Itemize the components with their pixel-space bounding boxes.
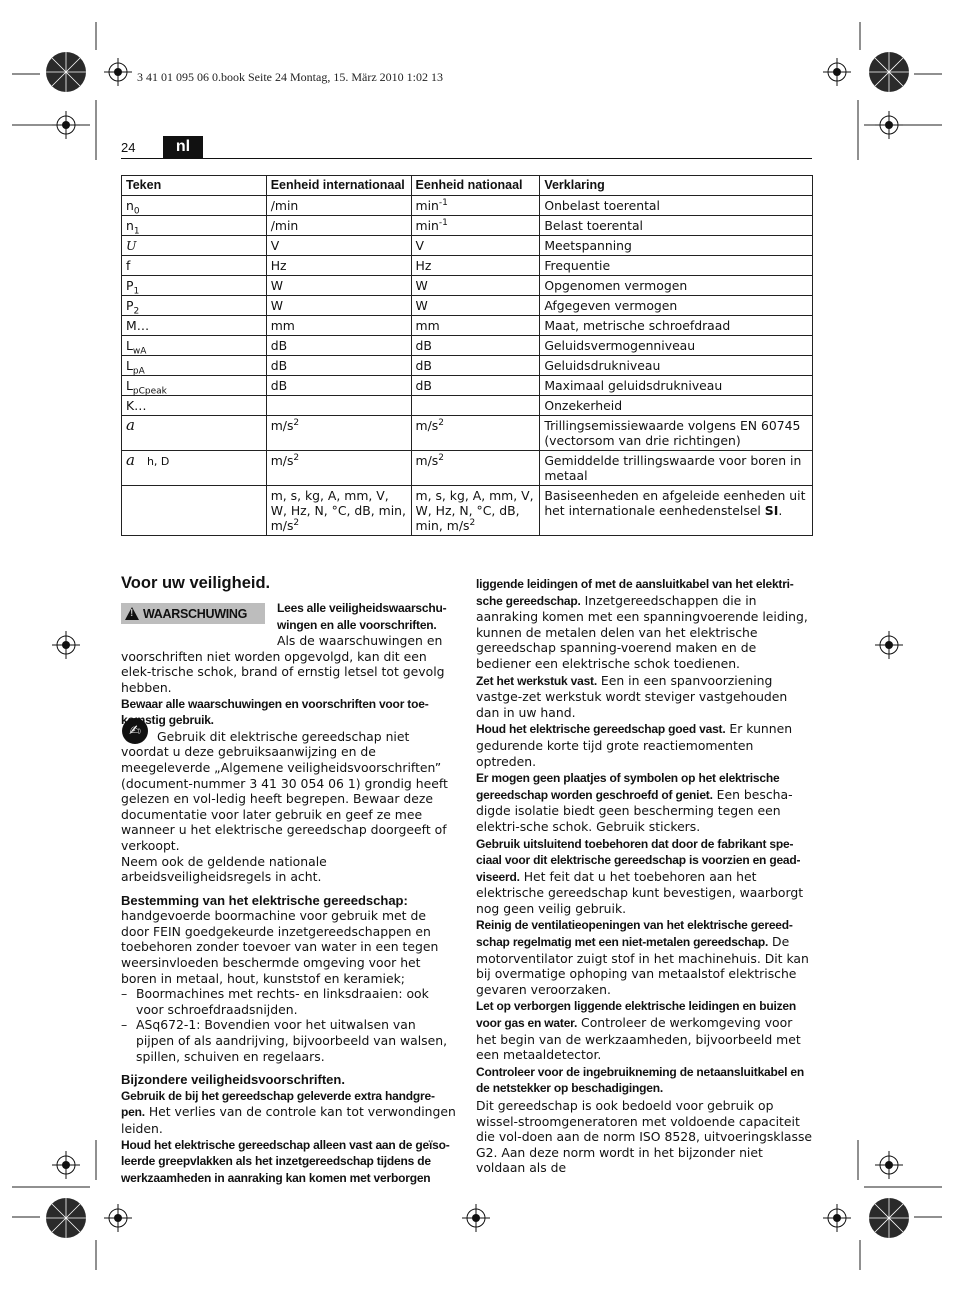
body-text: Inzetgereedschappen die in aanraking komen met een spanningvoerende leiding, kunnen de metalen delen van het elektrische gereedschap spanning-voerend maken en de bediener een elektrische schok toedienen. bbox=[476, 592, 808, 671]
intl-unit-text: W bbox=[270, 278, 283, 293]
intl-unit-text: m/s bbox=[270, 453, 294, 468]
nat-unit-text: min bbox=[415, 218, 439, 233]
bold-text: Zet het werkstuk vast. bbox=[476, 673, 597, 688]
body-text: ASq672-1: Bovendien voor het uitwalsen van pijpen of als aandrijving, bijvoorbeeld van walsen, spillen, schuiven en regelaars. bbox=[136, 1017, 448, 1064]
body-text: Als de waarschuwingen en bbox=[277, 633, 443, 649]
nat-unit-text: m/s bbox=[415, 418, 439, 433]
body-text: Gebruik dit elektrische gereedschap niet voordat u deze gebruiksaanwijzing en de meegeleverde „Algemene veiligheidsvoorschriften” (document-nummer 3 41 30 054 06 1) grondig heeft gelezen en vol-ledig heeft begrepen. Bewaar deze documentatie voor later gebruik en geef ze mee wanneer u het elektrische gereedschap doorgeeft of verkoopt. bbox=[121, 728, 448, 853]
nat-unit-text: m/s bbox=[415, 453, 439, 468]
description-bold: SI bbox=[764, 503, 779, 518]
subheading bbox=[121, 893, 457, 909]
description-text: Meetspanning bbox=[544, 238, 632, 253]
description-cell bbox=[540, 486, 813, 536]
table-row bbox=[122, 196, 813, 216]
description-text: Opgenomen vermogen bbox=[544, 278, 688, 293]
description-text: Onzekerheid bbox=[544, 398, 623, 413]
intl-unit-text: W bbox=[270, 298, 283, 313]
superscript: 2 bbox=[293, 517, 300, 528]
symbol-text: U bbox=[126, 238, 137, 253]
nat-unit-text: W bbox=[415, 278, 428, 293]
intl-unit-cell bbox=[266, 396, 411, 416]
paragraph bbox=[121, 908, 457, 986]
symbol-cell bbox=[122, 376, 267, 396]
superscript: 2 bbox=[469, 517, 476, 528]
intl-unit-cell bbox=[266, 356, 411, 376]
symbol-cell bbox=[122, 451, 267, 486]
left-text-column bbox=[121, 600, 457, 1186]
superscript: 2 bbox=[293, 452, 300, 463]
intl-unit-text: mm bbox=[270, 318, 295, 333]
bold-text: Houd het elektrische gereedschap goed vast. bbox=[476, 722, 726, 737]
description-cell bbox=[540, 196, 813, 216]
nat-unit-cell bbox=[411, 296, 540, 316]
bold-text: Gebruik de bij het gereedschap geleverde extra handgre-pen. bbox=[121, 1088, 435, 1120]
subscript: 1 bbox=[133, 226, 140, 237]
bold-text: Reinig de ventilatieopeningen van het elektrische gereed-schap regelmatig met een niet-metalen gereedschap. bbox=[476, 918, 793, 950]
nat-unit-cell bbox=[411, 236, 540, 256]
symbol-cell bbox=[122, 216, 267, 236]
intl-unit-text: dB bbox=[270, 358, 288, 373]
symbol-cell bbox=[122, 336, 267, 356]
paragraph bbox=[121, 649, 457, 696]
superscript: -1 bbox=[438, 197, 448, 208]
symbols-table bbox=[121, 175, 813, 536]
description-cell bbox=[540, 216, 813, 236]
nat-unit-text: Hz bbox=[415, 258, 432, 273]
intl-unit-text: Hz bbox=[270, 258, 287, 273]
manual-paragraph bbox=[121, 729, 457, 854]
body-text: Bijzondere veiligheidsvoorschriften. bbox=[121, 1072, 345, 1088]
table-row bbox=[122, 276, 813, 296]
intl-unit-text: /min bbox=[270, 218, 299, 233]
subscript: pA bbox=[132, 366, 145, 377]
header-rule bbox=[121, 158, 812, 159]
nat-unit-text: mm bbox=[415, 318, 440, 333]
body-text: Het verlies van de controle kan tot verwondingen leiden. bbox=[121, 1104, 456, 1136]
description-text: Gemiddelde trillingswaarde voor boren in metaal bbox=[544, 453, 802, 483]
body-text: Een bescha-digde isolatie biedt geen bescherming tegen een elektri-sche schok. Gebruik stickers. bbox=[476, 786, 793, 834]
symbol-text: a bbox=[126, 416, 135, 434]
superscript: 2 bbox=[438, 417, 444, 428]
symbol-subscript: h, D bbox=[146, 455, 170, 468]
intl-unit-cell bbox=[266, 316, 411, 336]
description-cell bbox=[540, 336, 813, 356]
nat-unit-text: V bbox=[415, 238, 425, 253]
list-item-text bbox=[136, 986, 457, 1017]
symbol-cell bbox=[122, 236, 267, 256]
section-heading: Voor uw veiligheid. bbox=[121, 574, 271, 592]
nat-unit-cell bbox=[411, 316, 540, 336]
body-text: Een in een spanvoorziening vastge-zet werkstuk wordt steviger vastgehouden dan in uw hand. bbox=[476, 672, 788, 720]
description-text: Basiseenheden en afgeleide eenheden uit het internationale eenhedenstelsel bbox=[544, 488, 806, 518]
dash-bullet: – bbox=[121, 986, 128, 1002]
subheading bbox=[121, 1072, 457, 1088]
intl-unit-cell bbox=[266, 486, 411, 536]
intl-unit-cell bbox=[266, 276, 411, 296]
nat-unit-cell bbox=[411, 376, 540, 396]
nat-unit-cell bbox=[411, 486, 540, 536]
table-row bbox=[122, 256, 813, 276]
dash-bullet: – bbox=[121, 1017, 128, 1033]
symbol-text: f bbox=[126, 258, 131, 273]
description-cell bbox=[540, 376, 813, 396]
intl-unit-text: dB bbox=[270, 338, 288, 353]
bold-text: liggende leidingen of met de aansluitkabel van het elektri-sche gereedschap. bbox=[476, 577, 794, 608]
paragraph bbox=[476, 721, 813, 769]
table-row bbox=[122, 316, 813, 336]
paragraph bbox=[121, 696, 457, 729]
intl-unit-cell bbox=[266, 236, 411, 256]
paragraph bbox=[476, 576, 813, 672]
description-text: Onbelast toerental bbox=[544, 198, 660, 213]
intl-unit-cell bbox=[266, 416, 411, 451]
table-row bbox=[122, 396, 813, 416]
description-text: Geluidsvermogenniveau bbox=[544, 338, 696, 353]
bold-text: Gebruik uitsluitend toebehoren dat door de fabrikant spe-ciaal voor dit elektrische gereedschap is voorzien en gead-viseerd. bbox=[476, 836, 801, 884]
symbol-text: M… bbox=[126, 318, 150, 333]
bold-text: Controleer voor de ingebruikneming de netaansluitkabel en de netstekker op beschadigingen. bbox=[476, 1064, 804, 1096]
bold-text: Er mogen geen plaatjes of symbolen op het elektrische gereedschap worden geschroefd of geniet. bbox=[476, 771, 780, 802]
description-text: Afgegeven vermogen bbox=[544, 298, 678, 313]
body-text: Bestemming van het elektrische gereedschap: bbox=[121, 892, 408, 908]
language-tab: nl bbox=[163, 136, 203, 158]
symbol-cell bbox=[122, 396, 267, 416]
table-row bbox=[122, 356, 813, 376]
table-header-row bbox=[122, 176, 813, 196]
paragraph bbox=[476, 770, 813, 834]
intl-unit-cell bbox=[266, 451, 411, 486]
nat-unit-cell bbox=[411, 396, 540, 416]
bold-text: Houd het elektrische gereedschap alleen vast aan de geïso-leerde greepvlakken als het inzetgereedschap tijdens de werkzaamheden in aanraking kan komen met verborgen bbox=[121, 1137, 450, 1185]
column-header: Eenheid nationaal bbox=[411, 176, 540, 196]
table-row bbox=[122, 216, 813, 236]
subscript: 0 bbox=[133, 206, 140, 217]
symbol-text: L bbox=[126, 358, 133, 373]
body-text: Controleer de werkomgeving voor het begin van de werkzaamheden, bijvoorbeeld met een metaaldetector. bbox=[476, 1015, 801, 1063]
description-cell bbox=[540, 451, 813, 486]
superscript: 2 bbox=[293, 417, 300, 428]
paragraph bbox=[121, 854, 457, 885]
nat-unit-cell bbox=[411, 451, 540, 486]
superscript: -1 bbox=[438, 217, 448, 228]
bold-text: Let op verborgen liggende elektrische leidingen en buizen voor gas en water. bbox=[476, 999, 796, 1031]
nat-unit-cell bbox=[411, 336, 540, 356]
symbol-cell bbox=[122, 296, 267, 316]
table-row bbox=[122, 451, 813, 486]
nat-unit-text: dB bbox=[415, 358, 432, 373]
symbol-text: a bbox=[126, 451, 135, 469]
column-header: Verklaring bbox=[540, 176, 813, 196]
symbol-text: P bbox=[126, 278, 134, 293]
table-row bbox=[122, 486, 813, 536]
description-cell bbox=[540, 276, 813, 296]
list-item bbox=[121, 986, 457, 1017]
symbol-text: L bbox=[126, 338, 133, 353]
symbol-cell bbox=[122, 316, 267, 336]
nat-unit-text: W bbox=[415, 298, 428, 313]
description-cell bbox=[540, 316, 813, 336]
nat-unit-cell bbox=[411, 196, 540, 216]
symbol-text: P bbox=[126, 298, 134, 313]
subscript: wA bbox=[132, 346, 147, 357]
intl-unit-text: m, s, kg, A, mm, V, W, Hz, N, °C, dB, min, m/s bbox=[270, 488, 406, 533]
description-cell bbox=[540, 356, 813, 376]
body-text: handgevoerde boormachine voor gebruik met de door FEIN goedgekeurde inzetgereedschappen en toebehoren zonder toevoer van water in een tegen weersinvloeden beschermde omgeving voor het boren in metaal, hout, kunststof en keramiek; bbox=[121, 908, 439, 986]
intl-unit-cell bbox=[266, 336, 411, 356]
superscript: 2 bbox=[438, 452, 444, 463]
symbol-text: L bbox=[126, 378, 133, 393]
paragraph bbox=[476, 1064, 813, 1097]
subscript: pCpeak bbox=[132, 386, 167, 397]
body-text: Boormachines met rechts- en linksdraaien: ook voor schroefdraadsnijden. bbox=[136, 986, 429, 1017]
paragraph bbox=[121, 1137, 457, 1187]
table-row bbox=[122, 236, 813, 256]
page-number: 24 bbox=[121, 140, 136, 155]
intl-unit-text: m/s bbox=[270, 418, 294, 433]
symbol-cell bbox=[122, 256, 267, 276]
intl-unit-cell bbox=[266, 196, 411, 216]
description-tail: . bbox=[778, 503, 783, 518]
description-text: Geluidsdrukniveau bbox=[544, 358, 661, 373]
description-cell bbox=[540, 396, 813, 416]
description-cell bbox=[540, 256, 813, 276]
subscript: 1 bbox=[133, 286, 140, 297]
read-manual-icon: ✍ bbox=[122, 718, 148, 744]
list-item bbox=[121, 1017, 457, 1064]
paragraph bbox=[121, 1088, 457, 1137]
symbol-text: K… bbox=[126, 398, 147, 413]
warning-paragraph bbox=[121, 600, 457, 649]
column-header: Eenheid internationaal bbox=[266, 176, 411, 196]
paragraph bbox=[476, 998, 813, 1062]
bold-text: Lees alle veiligheidswaarschu- bbox=[277, 601, 447, 615]
intl-unit-cell bbox=[266, 376, 411, 396]
right-text-column bbox=[476, 576, 813, 1177]
intl-unit-cell bbox=[266, 296, 411, 316]
bold-text: wingen en alle voorschriften. bbox=[277, 617, 437, 632]
body-text: Het feit dat u het toebehoren aan het elektrische gereedschap kunt bevestigen, waarborgt nog geen veilig gebruik. bbox=[476, 868, 804, 916]
body-text: Dit gereedschap is ook bedoeld voor gebruik op wissel-stroomgeneratoren met voldoende capaciteit die vol-doen aan de norm ISO 8528, uitvoeringsklasse G2. Aan deze norm wordt in het bijzonder niet voldaan als de bbox=[476, 1098, 813, 1176]
column-header: Teken bbox=[122, 176, 267, 196]
description-text: Belast toerental bbox=[544, 218, 643, 233]
nat-unit-text: m, s, kg, A, mm, V, W, Hz, N, °C, dB, min, m/s bbox=[415, 488, 534, 533]
nat-unit-cell bbox=[411, 216, 540, 236]
intl-unit-cell bbox=[266, 216, 411, 236]
nat-unit-cell bbox=[411, 256, 540, 276]
body-text: De motorventilator zuigt stof in het machinehuis. Dit kan bij overmatige ophoping van metaalstof elektrische gevaren veroorzaken. bbox=[476, 934, 809, 997]
bold-text: Bewaar alle waarschuwingen en voorschriften voor toe-komstig gebruik. bbox=[121, 696, 429, 728]
intl-unit-cell bbox=[266, 256, 411, 276]
nat-unit-text: dB bbox=[415, 338, 432, 353]
intl-unit-text: V bbox=[270, 238, 280, 253]
nat-unit-text: min bbox=[415, 198, 439, 213]
symbol-cell bbox=[122, 196, 267, 216]
nat-unit-cell bbox=[411, 416, 540, 451]
description-cell bbox=[540, 296, 813, 316]
table-row bbox=[122, 416, 813, 451]
paragraph bbox=[476, 917, 813, 997]
symbol-text: n bbox=[126, 198, 134, 213]
description-text: Trillingsemissiewaarde volgens EN 60745 (vectorsom van drie richtingen) bbox=[544, 418, 801, 448]
body-text: voorschriften niet worden opgevolgd, kan dit een elek-trische schok, brand of ernstig letsel tot gevolg hebben. bbox=[121, 648, 445, 695]
body-text: Er kunnen gedurende korte tijd grote reactiemomenten optreden. bbox=[476, 721, 793, 769]
body-text: Neem ook de geldende nationale arbeidsveiligheidsregels in acht. bbox=[121, 853, 327, 885]
description-text: Frequentie bbox=[544, 258, 611, 273]
description-cell bbox=[540, 416, 813, 451]
table-row bbox=[122, 376, 813, 396]
paragraph bbox=[476, 1098, 813, 1176]
symbol-cell bbox=[122, 276, 267, 296]
nat-unit-cell bbox=[411, 276, 540, 296]
warning-label: WAARSCHUWING bbox=[143, 606, 248, 621]
nat-unit-text: dB bbox=[415, 378, 432, 393]
paragraph bbox=[476, 836, 813, 917]
paragraph bbox=[476, 673, 813, 721]
symbol-cell bbox=[122, 356, 267, 376]
subscript: 2 bbox=[133, 306, 140, 317]
description-text: Maat, metrische schroefdraad bbox=[544, 318, 731, 333]
intl-unit-text: dB bbox=[270, 378, 288, 393]
nat-unit-cell bbox=[411, 356, 540, 376]
book-slug: 3 41 01 095 06 0.book Seite 24 Montag, 15. März 2010 1:02 13 bbox=[137, 70, 443, 84]
symbol-cell bbox=[122, 486, 267, 536]
description-text: Maximaal geluidsdrukniveau bbox=[544, 378, 723, 393]
list-item-text bbox=[136, 1017, 457, 1064]
intl-unit-text: /min bbox=[270, 198, 299, 213]
symbol-cell bbox=[122, 416, 267, 451]
symbol-text: n bbox=[126, 218, 134, 233]
table-body bbox=[122, 196, 813, 536]
description-cell bbox=[540, 236, 813, 256]
table-row bbox=[122, 296, 813, 316]
table-row bbox=[122, 336, 813, 356]
